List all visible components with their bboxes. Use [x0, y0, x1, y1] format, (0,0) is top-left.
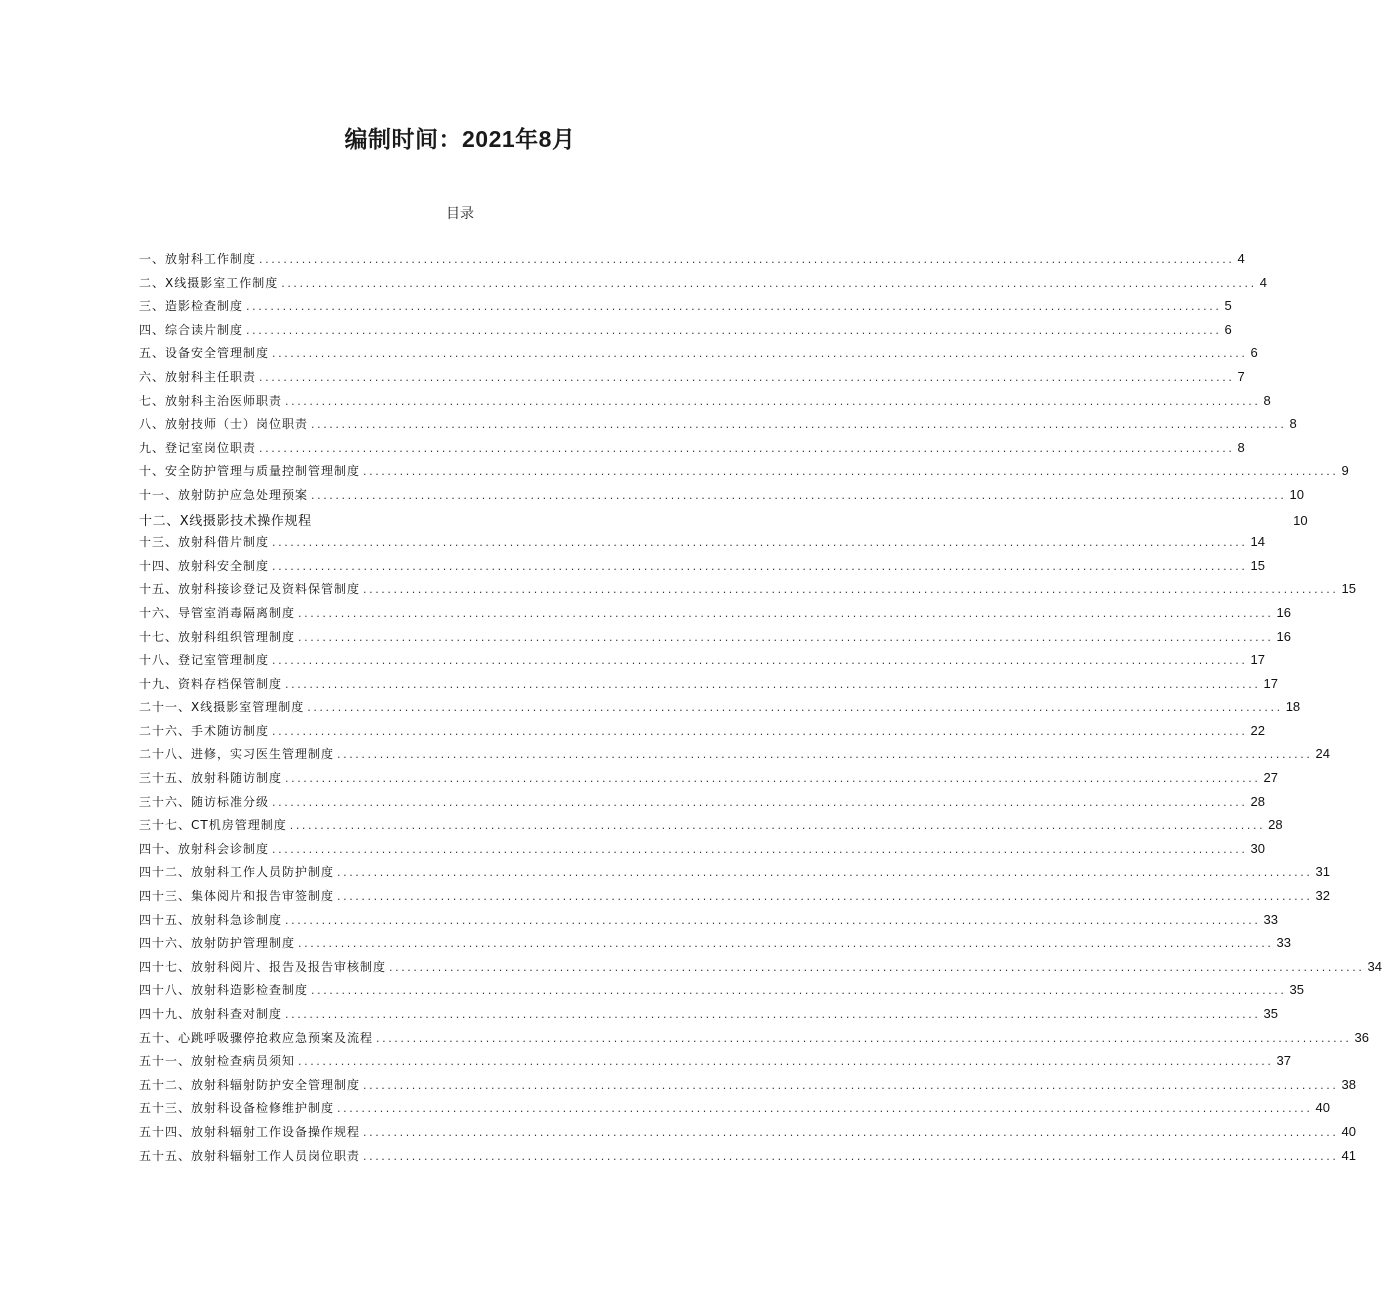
toc-entry-page-number: 18 [1285, 699, 1301, 715]
toc-dot-leader: ................................................................................................................................................................ [389, 960, 1365, 974]
toc-entry-title: 五、设备安全管理制度 [139, 346, 270, 361]
toc-entry[interactable] [139, 1029, 1369, 1053]
toc-entry[interactable] [139, 769, 1278, 793]
toc-entry[interactable] [139, 958, 1382, 982]
toc-entry-title: 九、登记室岗位职责 [139, 440, 257, 455]
toc-entry-title: 四十、放射科会诊制度 [139, 841, 270, 856]
toc-entry-page-number: 28 [1250, 793, 1265, 809]
toc-entry[interactable] [139, 722, 1265, 746]
toc-entry-title: 七、放射科主治医师职责 [139, 393, 283, 408]
toc-dot-leader: ................................................................................................................................................................ [337, 890, 1313, 904]
toc-entry[interactable] [139, 1099, 1330, 1123]
toc-entry-title: 三十六、随访标准分级 [139, 794, 270, 809]
toc-entry-page-number: 22 [1250, 722, 1265, 738]
toc-entry-page-number: 17 [1263, 675, 1278, 691]
toc-entry[interactable] [139, 1147, 1356, 1171]
toc-entry-title: 四十二、放射科工作人员防护制度 [139, 865, 335, 880]
toc-dot-leader: ................................................................................................................................................................ [337, 866, 1313, 880]
toc-entry-title: 五十五、放射科辐射工作人员岗位职责 [139, 1148, 361, 1163]
toc-dot-leader: ................................................................................................................................................................ [272, 654, 1248, 668]
toc-entry-page-number: 14 [1250, 534, 1265, 550]
toc-entry-page-number: 30 [1250, 840, 1265, 856]
toc-entry[interactable] [139, 297, 1232, 321]
toc-entry-page-number: 16 [1276, 628, 1291, 644]
toc-dot-leader: ................................................................................................................................................................ [272, 536, 1248, 550]
toc-dot-leader: ................................................................................................................................................................ [337, 1102, 1313, 1116]
toc-entry[interactable] [139, 344, 1258, 368]
toc-heading: 目录 [446, 206, 474, 222]
toc-dot-leader: ................................................................................................................................................................ [285, 772, 1261, 786]
toc-entry[interactable] [139, 510, 1308, 534]
toc-entry-page-number: 27 [1263, 770, 1278, 786]
toc-entry-page-number: 31 [1315, 864, 1330, 880]
toc-dot-leader: ................................................................................................................................................................ [311, 418, 1287, 432]
toc-entry-title: 四十九、放射科查对制度 [139, 1007, 283, 1021]
toc-entry-title: 十九、资料存档保管制度 [139, 676, 283, 691]
toc-entry-page-number: 34 [1367, 958, 1382, 974]
toc-entry[interactable] [139, 1052, 1291, 1076]
toc-entry[interactable] [139, 580, 1356, 604]
toc-entry[interactable] [139, 981, 1304, 1005]
toc-dot-leader: ................................................................................................................................................................ [259, 253, 1235, 266]
toc-dot-leader: ................................................................................................................................................................ [363, 1078, 1339, 1092]
toc-dot-leader: ................................................................................................................................................................ [311, 488, 1287, 502]
toc-entry[interactable] [139, 934, 1291, 958]
toc-entry[interactable] [139, 533, 1265, 557]
toc-dot-leader: ................................................................................................................................................................ [311, 984, 1287, 998]
toc-entry-title: 五十、心跳呼吸骤停抢救应急预案及流程 [139, 1030, 374, 1045]
toc-entry-page-number: 35 [1263, 1006, 1278, 1021]
toc-entry[interactable] [139, 675, 1278, 699]
toc-dot-leader: ................................................................................................................................................................ [285, 677, 1261, 691]
toc-entry-title: 十三、放射科借片制度 [139, 535, 270, 550]
toc-entry-page-number: 16 [1276, 604, 1291, 620]
toc-dot-leader: ................................................................................................................................................................ [289, 819, 1266, 833]
toc-entry-title: 十八、登记室管理制度 [139, 653, 270, 668]
toc-entry[interactable] [139, 840, 1265, 864]
toc-entry-title: 四十六、放射防护管理制度 [139, 936, 296, 951]
toc-entry[interactable] [139, 274, 1267, 298]
compile-date-title: 编制时间：2021年8月 [344, 126, 576, 152]
toc-entry-page-number: 33 [1263, 911, 1278, 927]
toc-entry-page-number: 15 [1250, 557, 1265, 573]
toc-entry-page-number: 4 [1237, 251, 1245, 266]
toc-entry-page-number: 6 [1250, 345, 1258, 361]
toc-entry-page-number: 24 [1315, 746, 1330, 762]
toc-entry[interactable] [139, 911, 1278, 935]
toc-dot-leader: ................................................................................................................................................................ [363, 465, 1339, 479]
toc-dot-leader: ................................................................................................................................................................ [298, 630, 1274, 644]
toc-entry-page-number: 4 [1259, 274, 1267, 290]
toc-dot-leader: ................................................................................................................................................................ [272, 559, 1248, 573]
toc-entry-page-number: 37 [1276, 1053, 1291, 1069]
toc-dot-leader: ................................................................................................................................................................ [298, 1055, 1274, 1069]
toc-entry[interactable] [139, 321, 1232, 345]
toc-entry[interactable] [139, 651, 1265, 675]
toc-entry-page-number: 9 [1341, 463, 1349, 479]
toc-entry-title: 二十八、进修，实习医生管理制度 [139, 747, 335, 762]
toc-entry[interactable] [139, 698, 1301, 722]
toc-entry[interactable] [139, 439, 1245, 463]
toc-entry-title: 五十一、放射检查病员须知 [139, 1054, 296, 1069]
toc-entry-title: 二十六、手术随访制度 [139, 723, 270, 738]
toc-entry-page-number: 38 [1341, 1076, 1356, 1092]
toc-list [139, 250, 1382, 1170]
toc-entry[interactable] [139, 368, 1245, 392]
toc-entry-page-number: 32 [1315, 888, 1330, 904]
toc-entry-page-number: 10 [1289, 486, 1304, 502]
toc-entry-title: 三十五、放射科随访制度 [139, 771, 283, 786]
toc-entry-page-number: 8 [1263, 392, 1271, 408]
toc-entry-page-number: 33 [1276, 935, 1291, 951]
toc-entry[interactable] [139, 462, 1349, 486]
toc-entry-page-number: 6 [1224, 321, 1232, 337]
toc-dot-leader: ................................................................................................................................................................ [285, 1008, 1261, 1021]
toc-dot-leader: ................................................................................................................................................................ [246, 323, 1222, 337]
toc-dot-leader: ................................................................................................................................................................ [298, 937, 1274, 951]
toc-entry[interactable] [139, 486, 1304, 510]
toc-entry-title: 十七、放射科组织管理制度 [139, 629, 296, 644]
toc-dot-leader: ................................................................................................................................................................ [363, 583, 1339, 597]
toc-entry-page-number: 10 [1293, 512, 1308, 528]
toc-entry-page-number: 41 [1341, 1147, 1356, 1163]
toc-dot-leader: ................................................................................................................................................................ [376, 1031, 1352, 1045]
toc-dot-leader: ................................................................................................................................................................ [272, 842, 1248, 856]
toc-dot-leader: ................................................................................................................................................................ [307, 701, 1283, 715]
toc-dot-leader: ................................................................................................................................................................ [337, 748, 1313, 762]
toc-entry[interactable] [139, 604, 1291, 628]
toc-entry[interactable] [139, 1005, 1278, 1029]
toc-entry[interactable] [139, 392, 1271, 416]
toc-entry-title: 四十八、放射科造影检查制度 [139, 983, 309, 998]
toc-dot-leader: ................................................................................................................................................................ [363, 1125, 1339, 1139]
toc-dot-leader: ................................................................................................................................................................ [259, 370, 1235, 384]
toc-entry[interactable] [139, 863, 1330, 887]
toc-entry[interactable] [139, 250, 1245, 274]
toc-entry-title: 十四、放射科安全制度 [139, 558, 270, 573]
toc-entry-page-number: 40 [1341, 1123, 1356, 1139]
toc-dot-leader: ................................................................................................................................................................ [285, 394, 1261, 408]
toc-entry-title: 一、放射科工作制度 [139, 252, 257, 266]
toc-dot-leader: ................................................................................................................................................................ [272, 347, 1248, 361]
toc-entry-title: 二、X线摄影室工作制度 [139, 275, 279, 290]
toc-entry-page-number: 35 [1289, 982, 1304, 998]
toc-entry-page-number: 17 [1250, 652, 1265, 668]
toc-entry[interactable] [139, 415, 1297, 439]
toc-entry-title: 四十五、放射科急诊制度 [139, 912, 283, 927]
toc-entry-title: 四、综合读片制度 [139, 322, 244, 337]
toc-entry[interactable] [139, 557, 1265, 581]
toc-entry[interactable] [139, 793, 1265, 817]
toc-entry-title: 十二、X线摄影技术操作规程 [139, 513, 312, 529]
toc-entry-title: 五十二、放射科辐射防护安全管理制度 [139, 1077, 361, 1092]
toc-entry-title: 八、放射技师（士）岗位职责 [139, 417, 309, 432]
toc-dot-leader: ................................................................................................................................................................ [363, 1149, 1339, 1163]
toc-entry-title: 十一、放射防护应急处理预案 [139, 487, 309, 502]
toc-entry-page-number: 5 [1224, 298, 1232, 314]
toc-dot-leader: ................................................................................................................................................................ [272, 724, 1248, 738]
toc-entry-title: 二十一、X线摄影室管理制度 [139, 700, 305, 715]
toc-dot-leader: ................................................................................................................................................................ [298, 606, 1274, 620]
toc-entry-page-number: 7 [1237, 368, 1245, 384]
toc-entry-title: 三、造影检查制度 [139, 299, 244, 314]
toc-entry-title: 十六、导管室消毒隔离制度 [139, 605, 296, 620]
toc-entry-page-number: 8 [1289, 416, 1297, 432]
toc-entry-page-number: 28 [1268, 817, 1283, 833]
toc-entry-title: 十、安全防护管理与质量控制管理制度 [139, 464, 361, 479]
toc-entry[interactable] [139, 887, 1330, 911]
toc-entry[interactable] [139, 745, 1330, 769]
toc-entry-title: 五十四、放射科辐射工作设备操作规程 [139, 1124, 361, 1139]
toc-entry-title: 十五、放射科接诊登记及资料保管制度 [139, 582, 361, 597]
toc-entry-title: 四十七、放射科阅片、报告及报告审核制度 [139, 959, 387, 974]
toc-entry-title: 六、放射科主任职责 [139, 369, 257, 384]
toc-entry-title: 五十三、放射科设备检修维护制度 [139, 1101, 335, 1116]
toc-dot-leader: ................................................................................................................................................................ [285, 913, 1261, 927]
toc-entry[interactable] [139, 1076, 1356, 1100]
toc-entry-page-number: 15 [1341, 581, 1356, 597]
toc-entry-page-number: 36 [1354, 1029, 1369, 1045]
toc-entry-title: 四十三、集体阅片和报告审签制度 [139, 889, 335, 904]
toc-entry[interactable] [139, 816, 1283, 840]
toc-dot-leader: ................................................................................................................................................................ [259, 441, 1235, 455]
toc-entry[interactable] [139, 628, 1291, 652]
toc-dot-leader: ................................................................................................................................................................ [281, 276, 1257, 290]
toc-entry[interactable] [139, 1123, 1356, 1147]
toc-entry-page-number: 40 [1315, 1100, 1330, 1116]
toc-entry-page-number: 8 [1237, 439, 1245, 455]
toc-dot-leader: ................................................................................................................................................................ [272, 795, 1248, 809]
toc-dot-leader: ................................................................................................................................................................ [246, 300, 1222, 314]
toc-entry-title: 三十七、CT机房管理制度 [139, 818, 287, 833]
